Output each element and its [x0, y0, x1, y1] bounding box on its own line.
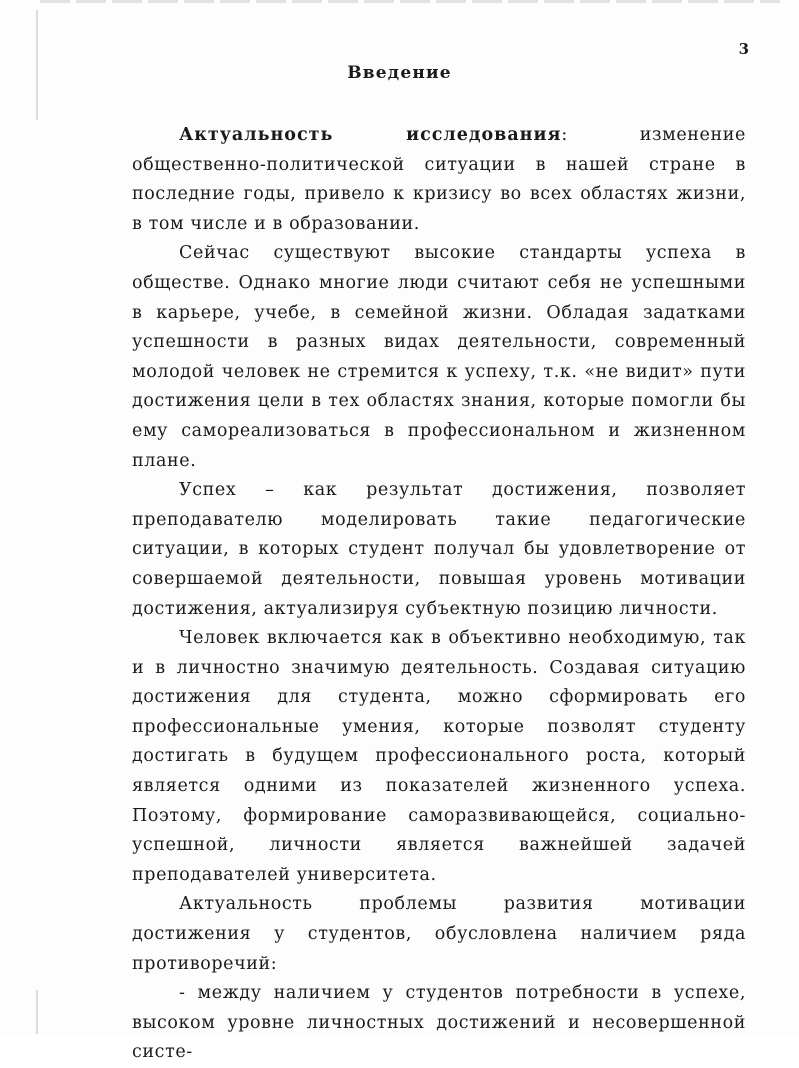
- paragraph-relevance: [132, 121, 746, 239]
- paragraph: Актуальность проблемы развития мотивации достижения у студентов, обусловлена наличием ряда противоречий:: [132, 894, 746, 974]
- page-number: 3: [738, 40, 749, 58]
- body-text: [132, 121, 746, 1068]
- paragraph: Сейчас существуют высокие стандарты успеха в обществе. Однако многие люди считают себя не успешными в карьере, учебе, в семейной жизни. Обладая задатками успешности в разных видах деятельности, современный молодой человек не стремится к успеху, т.к. «не видит» пути достижения цели в тех областях знания, которые помогли бы ему самореализоваться в профессиональном и жизненном плане.: [132, 243, 746, 471]
- scan-margin-mark: [36, 990, 38, 1034]
- paragraph-text: : изменение общественно-политической ситуации в нашей стране в последние годы, привело к кризису во всех областях жизни, в том числе и в образовании.: [132, 125, 746, 234]
- relevance-label: Актуальность исследования: [179, 125, 562, 145]
- list-item: - между наличием у студентов потребности в успехе, высоком уровне личностных достижений и несовершенной систе-: [132, 983, 746, 1063]
- paragraph: Человек включается как в объективно необходимую, так и в личностно значимую деятельность. Создавая ситуацию достижения для студента, можно сформировать его профессиональные умения, которые позволят студенту достигать в будущем профессионального роста, который является одними из показателей жизненного успеха. Поэтому, формирование саморазвивающейся, социально-успешной, личности является важнейшей задачей преподавателей университета.: [132, 628, 746, 885]
- page-title: Введение: [347, 63, 452, 83]
- scan-top-rule: [40, 0, 780, 3]
- paragraph: Успех – как результат достижения, позволяет преподавателю моделировать такие педагогические ситуации, в которых студент получал бы удовлетворение от совершаемой деятельности, повышая уровень мотивации достижения, актуализируя субъектную позицию личности.: [132, 480, 746, 619]
